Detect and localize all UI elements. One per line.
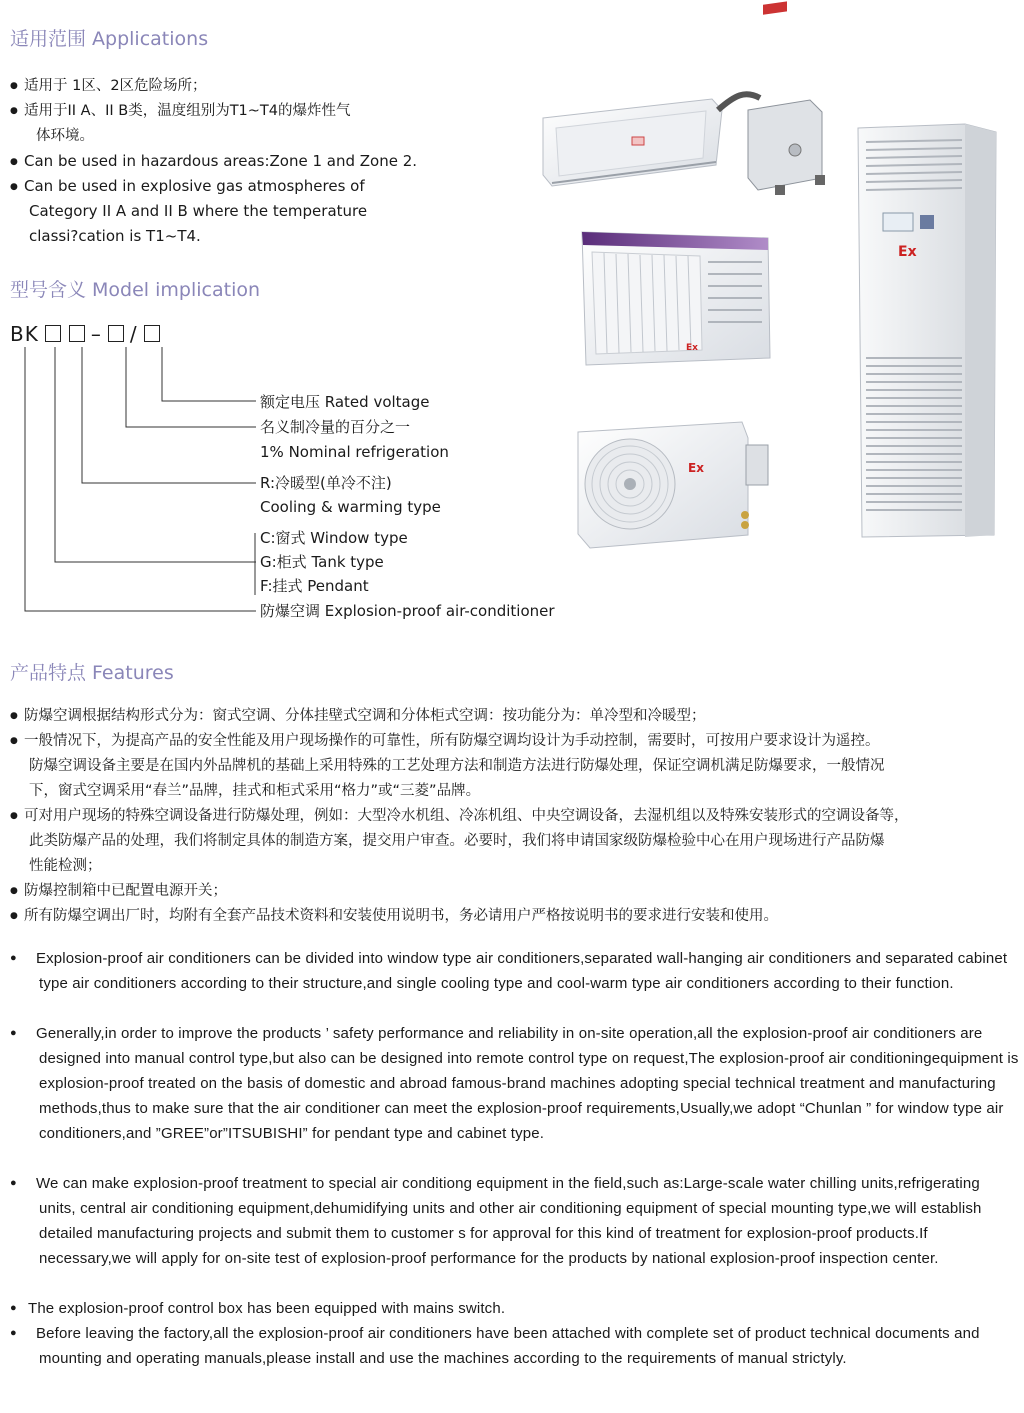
wall-unit-image [543,94,760,186]
list-item: ● The explosion-proof control box has been equipped with mains switch. [10,1300,506,1317]
label-cooling-zh: R:冷暖型(单冷不注) [260,474,392,492]
label-nominal-zh: 名义制冷量的百分之一 [260,418,411,436]
list-item: ● 一般情况下，为提高产品的安全性能及用户现场操作的可靠性，所有防爆空调均设计为手动控制，需要时，可按用户要求设计为遥控。 [10,733,880,749]
list-item-cont: 下，窗式空调采用“春兰”品牌，挂式和柜式采用“格力”或“三菱”品牌。 [29,783,481,799]
list-item: ● Explosion-proof air conditioners can be divided into window type air conditioners,separated wall-hanging air conditioners and separated cabinet type air conditioners according to their structure,and single cooling type and cool-warm type air conditioners according to their function. [10,950,1008,992]
ex-label: Ex [898,244,917,260]
cabinet-unit-image [858,124,996,537]
outdoor-unit-image [578,422,768,548]
list-item: ● Can be used in hazardous areas:Zone 1 and Zone 2. [10,152,418,170]
list-item: ● 适用于 1区、2区危险场所； [10,78,207,94]
list-item-cont: classi?cation is T1~T4. [29,227,201,245]
label-tank: G:柜式 Tank type [260,553,384,571]
list-item: ● Before leaving the factory,all the explosion-proof air conditioners have been attached with complete set of product technical documents and mounting and operating manuals,please install and use the machines according to the requirements of manual strictyly. [10,1325,980,1367]
list-item: ● 所有防爆空调出厂时，均附有全套产品技术资料和安装使用说明书，务必请用户严格按说明书的要求进行安装和使用。 [10,908,778,924]
list-item: ● We can make explosion-proof treatment to special air conditiong equipment in the field,such as:Large-scale water chilling units,refrigerating units, central air conditioning equipment,dehumidifying units and other air conditioning equipment of special mounting type,we will establish detailed manufacturing projects and submit them to customer s for approval for this kind of treatment for explosion-proof products.If necessary,we will apply for on-site test of explosion-proof performance for the products by national explosion-proof inspection center. [10,1175,982,1267]
list-item: ● 防爆控制箱中已配置电源开关； [10,883,227,899]
list-item: ● Generally,in order to improve the products ’ safety performance and reliability in on-site operation,all the explosion-proof air conditioners are designed into manual control type,but also can be designed into remote control type on request,The explosion-proof air conditioningequipment is explosion-proof treated on the basis of domestic and abroad famous-brand machines adopting special technical treatment and manufacturing methods,thus to make sure that the air conditioner can meet the explosion-proof requirements,Usually,we adopt “Chunlan ” for window type air conditioners,and ”GREE”or”ITSUBISHI” for pendant type and cabinet type. [10,1025,1019,1142]
list-item: ● 防爆空调根据结构形式分为：窗式空调、分体挂壁式空调和分体柜式空调：按功能分为：单冷型和冷暖型； [10,708,706,724]
label-cooling-en: Cooling & warming type [260,498,441,516]
list-item-cont: Category II A and II B where the temperature [29,202,368,220]
model-title: 型号含义 Model implication [10,279,261,301]
label-pendant: F:挂式 Pendant [260,577,369,595]
list-item-cont: 防爆空调设备主要是在国内外品牌机的基础上采用特殊的工艺处理方法和制造方法进行防爆处理，保证空调机满足防爆要求，一般情况 [29,758,885,774]
label-window: C:窗式 Window type [260,529,408,547]
applications-title: 适用范围 Applications [10,28,209,50]
label-explosion: 防爆空调 Explosion-proof air-conditioner [260,602,555,620]
list-item-cont: 性能检测； [29,858,102,874]
label-nominal-en: 1% Nominal refrigeration [260,443,449,461]
features-title: 产品特点 Features [10,662,174,684]
list-item: ● 可对用户现场的特殊空调设备进行防爆处理，例如：大型冷水机组、冷冻机组、中央空调设备，去湿机组以及特殊安装形式的空调设备等， [10,808,909,824]
ex-label: Ex [688,461,704,475]
ex-label: Ex [686,343,698,353]
model-code: BK – / [10,322,164,346]
list-item-cont: 体环境。 [36,128,94,144]
label-voltage: 额定电压 Rated voltage [260,393,430,411]
list-item: ● 适用于II A、II B类，温度组别为T1~T4的爆炸性气 [10,103,351,119]
list-item: ● Can be used in explosive gas atmospheres of [10,177,365,195]
list-item-cont: 此类防爆产品的处理，我们将制定具体的制造方案，提交用户审查。必要时，我们将申请国家级防爆检验中心在用户现场进行产品防爆 [29,833,885,849]
window-unit-image [582,232,770,365]
